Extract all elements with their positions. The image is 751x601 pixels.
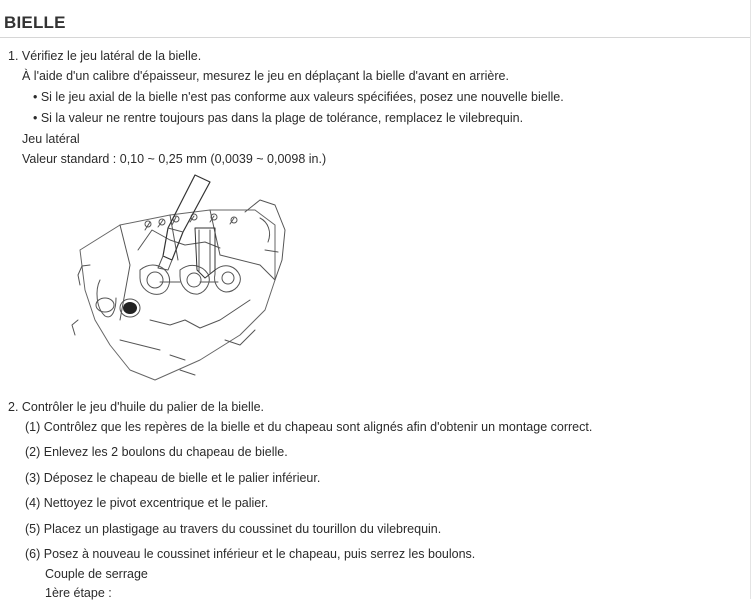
step1-bullet: • Si le jeu axial de la bielle n'est pas conforme aux valeurs spécifiées, posez une nouvelle bielle.	[33, 90, 564, 104]
step2-heading: 2. Contrôler le jeu d'huile du palier de la bielle.	[8, 400, 265, 414]
step2-item: (6) Posez à nouveau le coussinet inférieur et le chapeau, puis serrez les boulons.	[25, 547, 476, 561]
step1-heading: 1. Vérifiez le jeu latéral de la bielle.	[8, 49, 202, 63]
section-title: BIELLE	[4, 13, 66, 32]
stage-label: 1ère étape :	[45, 586, 112, 600]
torque-label: Couple de serrage	[45, 567, 148, 581]
title-divider	[0, 37, 751, 38]
step2-item: (3) Déposez le chapeau de bielle et le palier inférieur.	[25, 471, 321, 485]
spec-value: Valeur standard : 0,10 ~ 0,25 mm (0,0039 ~ 0,0098 in.)	[22, 152, 327, 166]
step1-intro: À l'aide d'un calibre d'épaisseur, mesurez le jeu en déplaçant la bielle d'avant en arrière.	[22, 69, 509, 83]
engine-illustration	[60, 170, 300, 385]
step2-item: (2) Enlevez les 2 boulons du chapeau de bielle.	[25, 445, 288, 459]
step2-item: (1) Contrôlez que les repères de la bielle et du chapeau sont alignés afin d'obtenir un montage correct.	[25, 420, 593, 434]
step1-bullet: • Si la valeur ne rentre toujours pas dans la plage de tolérance, remplacez le vilebrequin.	[33, 111, 524, 125]
step2-item: (5) Placez un plastigage au travers du coussinet du tourillon du vilebrequin.	[25, 522, 442, 536]
spec-label: Jeu latéral	[22, 132, 80, 146]
step2-item: (4) Nettoyez le pivot excentrique et le palier.	[25, 496, 269, 510]
